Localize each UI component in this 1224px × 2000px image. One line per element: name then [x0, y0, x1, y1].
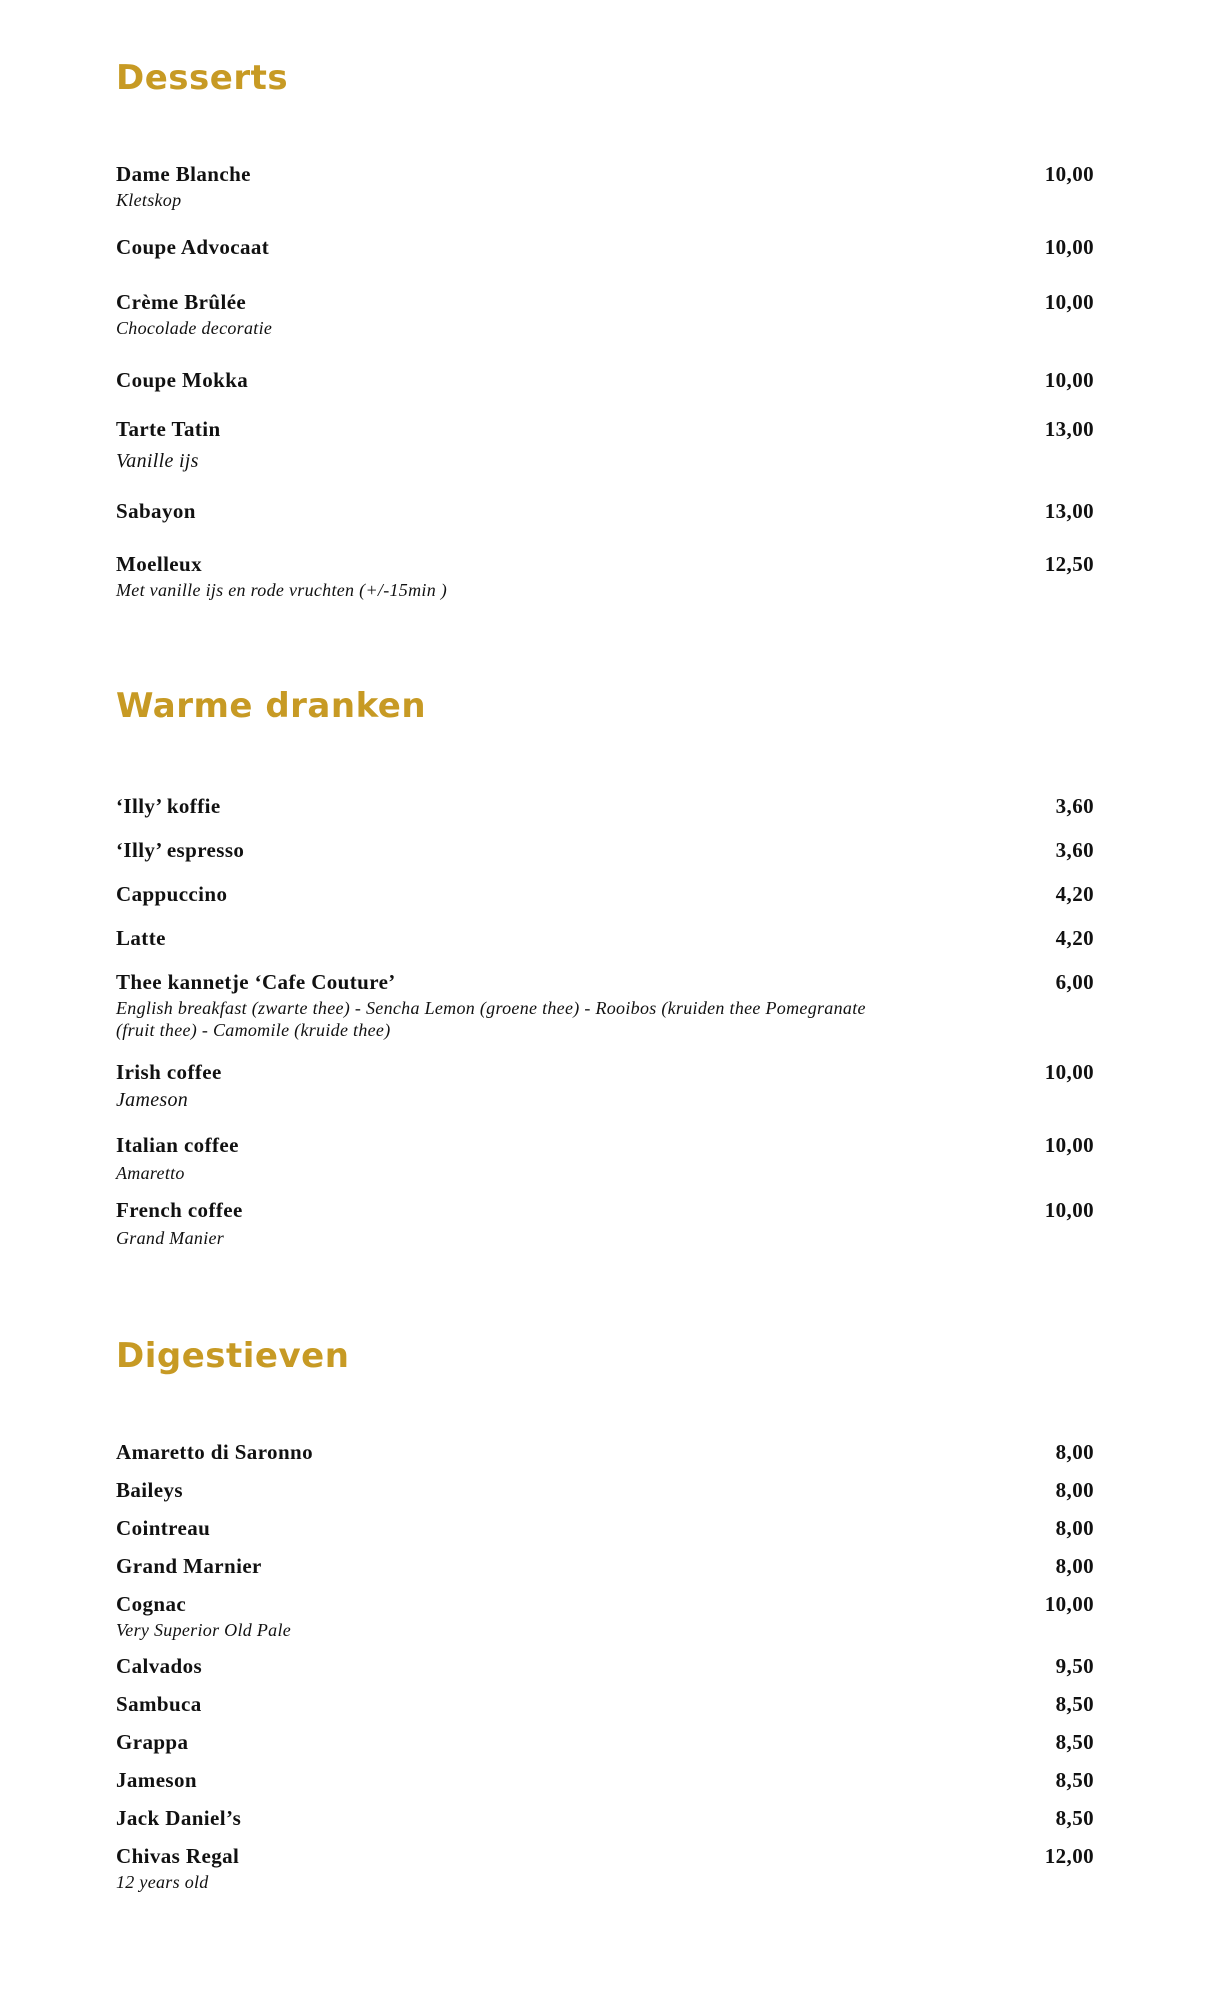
- item-description: English breakfast (zwarte thee) - Sencha Lemon (groene thee) - Rooibos (kruiden thee Pomegranate (fruit thee) - Camomile (kruide thee): [116, 998, 866, 1040]
- menu-item: [116, 1440, 1094, 1465]
- item-price: 8,00: [1055, 1516, 1094, 1540]
- menu-item: [116, 1654, 1094, 1679]
- item-price: 9,50: [1055, 1654, 1094, 1678]
- item-description: Chocolade decoratie: [116, 318, 273, 338]
- section-digestieven: [116, 1336, 1094, 1892]
- item-price: 4,20: [1055, 926, 1094, 950]
- item-price: 6,00: [1055, 970, 1094, 994]
- item-price: 4,20: [1055, 882, 1094, 906]
- item-description: Kletskop: [116, 190, 182, 210]
- menu-item: [116, 1806, 1094, 1831]
- menu-item: [116, 1198, 1094, 1249]
- item-price: 8,50: [1055, 1768, 1094, 1792]
- item-name: Tarte Tatin: [116, 417, 221, 441]
- item-price: 13,00: [1044, 417, 1094, 441]
- item-name: Moelleux: [116, 552, 203, 576]
- item-name: Italian coffee: [116, 1133, 239, 1157]
- item-description: Very Superior Old Pale: [116, 1620, 292, 1640]
- menu-item: [116, 1692, 1094, 1717]
- item-name: Sabayon: [116, 499, 196, 523]
- menu-item: [116, 1516, 1094, 1541]
- item-name: Calvados: [116, 1654, 203, 1678]
- item-price: 12,50: [1044, 552, 1094, 576]
- item-name: Latte: [116, 926, 166, 950]
- item-price: 8,50: [1055, 1806, 1094, 1830]
- item-price: 3,60: [1055, 794, 1094, 818]
- menu-item: [116, 162, 1094, 211]
- item-description: Vanille ijs: [116, 450, 199, 472]
- item-price: 10,00: [1044, 1592, 1094, 1616]
- item-name: French coffee: [116, 1198, 243, 1222]
- item-name: Coupe Mokka: [116, 368, 249, 392]
- section-title: Warme dranken: [116, 686, 427, 726]
- section-title: Desserts: [116, 58, 289, 98]
- item-description: Met vanille ijs en rode vruchten (+/-15min ): [116, 580, 448, 600]
- item-price: 8,00: [1055, 1478, 1094, 1502]
- item-name: Irish coffee: [116, 1060, 222, 1084]
- item-description: 12 years old: [116, 1872, 209, 1892]
- menu-item: [116, 499, 1094, 524]
- menu-item: [116, 235, 1094, 260]
- menu-item: [116, 1844, 1094, 1893]
- menu-item: [116, 1478, 1094, 1503]
- item-name: Sambuca: [116, 1692, 202, 1716]
- item-name: Jack Daniel’s: [116, 1806, 242, 1830]
- item-name: Baileys: [116, 1478, 183, 1502]
- item-name: Coupe Advocaat: [116, 235, 270, 259]
- item-price: 8,50: [1055, 1692, 1094, 1716]
- item-price: 10,00: [1044, 1198, 1094, 1222]
- menu-item: [116, 838, 1094, 863]
- item-description: Jameson: [116, 1089, 189, 1111]
- menu-item: [116, 882, 1094, 907]
- item-name: Crème Brûlée: [116, 290, 247, 314]
- menu-item: [116, 970, 1094, 1041]
- item-name: Grand Marnier: [116, 1554, 262, 1578]
- item-price: 12,00: [1044, 1844, 1094, 1868]
- menu-item: [116, 1730, 1094, 1755]
- item-price: 10,00: [1044, 1060, 1094, 1084]
- item-name: ‘Illy’ koffie: [116, 794, 221, 818]
- menu-item: [116, 290, 1094, 339]
- item-price: 8,00: [1055, 1440, 1094, 1464]
- item-price: 13,00: [1044, 499, 1094, 523]
- menu-item: [116, 417, 1094, 472]
- item-price: 10,00: [1044, 290, 1094, 314]
- item-description: Amaretto: [116, 1163, 185, 1183]
- menu-item: [116, 1133, 1094, 1184]
- item-name: Grappa: [116, 1730, 189, 1754]
- item-price: 10,00: [1044, 162, 1094, 186]
- menu-item: [116, 926, 1094, 951]
- menu-item: [116, 1060, 1094, 1111]
- section-desserts: [116, 58, 1094, 600]
- item-name: Thee kannetje ‘Cafe Couture’: [116, 970, 396, 994]
- item-price: 8,00: [1055, 1554, 1094, 1578]
- item-price: 3,60: [1055, 838, 1094, 862]
- item-name: Cappuccino: [116, 882, 228, 906]
- item-name: Jameson: [116, 1768, 197, 1792]
- item-price: 10,00: [1044, 368, 1094, 392]
- item-price: 10,00: [1044, 1133, 1094, 1157]
- menu-item: [116, 1554, 1094, 1579]
- item-description: Grand Manier: [116, 1228, 225, 1248]
- menu-item: [116, 1768, 1094, 1793]
- item-name: Chivas Regal: [116, 1844, 240, 1868]
- menu-item: [116, 1592, 1094, 1641]
- section-title: Digestieven: [116, 1336, 350, 1376]
- item-name: Dame Blanche: [116, 162, 251, 186]
- menu-item: [116, 552, 1094, 601]
- item-name: Amaretto di Saronno: [116, 1440, 313, 1464]
- menu-item: [116, 368, 1094, 393]
- item-price: 8,50: [1055, 1730, 1094, 1754]
- item-price: 10,00: [1044, 235, 1094, 259]
- item-name: Cointreau: [116, 1516, 211, 1540]
- item-name: Cognac: [116, 1592, 187, 1616]
- item-name: ‘Illy’ espresso: [116, 838, 245, 862]
- section-warme-dranken: [116, 686, 1094, 1248]
- menu-item: [116, 794, 1094, 819]
